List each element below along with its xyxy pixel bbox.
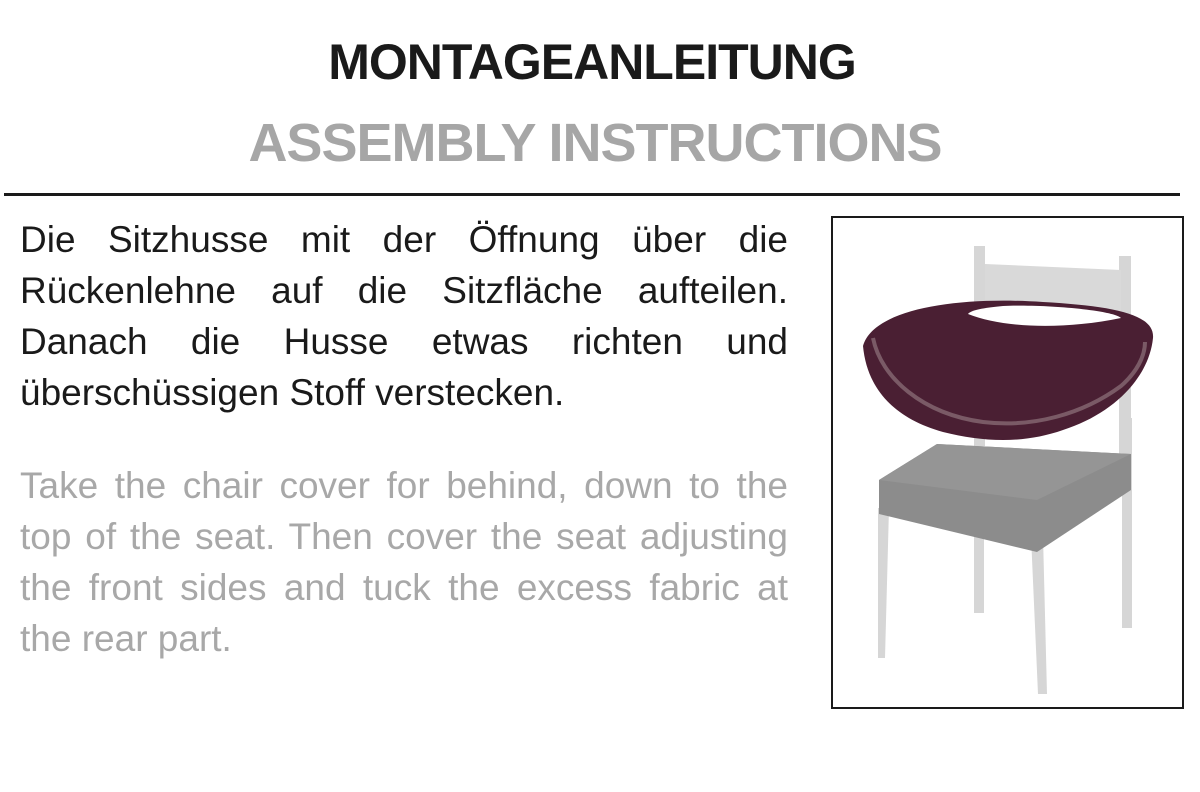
page-title-english: ASSEMBLY INSTRUCTIONS: [248, 113, 942, 173]
header-divider: [4, 193, 1180, 196]
chair-with-cover-illustration: [833, 218, 1182, 707]
chair-back-leg-left: [974, 528, 984, 613]
illustration-frame: [831, 216, 1184, 709]
chair-front-leg-right: [1031, 536, 1047, 694]
instruction-text-german: Die Sitzhusse mit der Öffnung über die Rückenlehne auf die Sitzfläche aufteilen. Danach die Husse etwas richten und überschüssigen Stoff verstecken.: [20, 219, 788, 413]
page-title-german: MONTAGEANLEITUNG: [328, 34, 856, 90]
instruction-text-english: Take the chair cover for behind, down to the top of the seat. Then cover the seat adjusting the front sides and tuck the excess fabric at the rear part.: [20, 465, 788, 659]
chair-front-leg-left: [878, 508, 889, 658]
